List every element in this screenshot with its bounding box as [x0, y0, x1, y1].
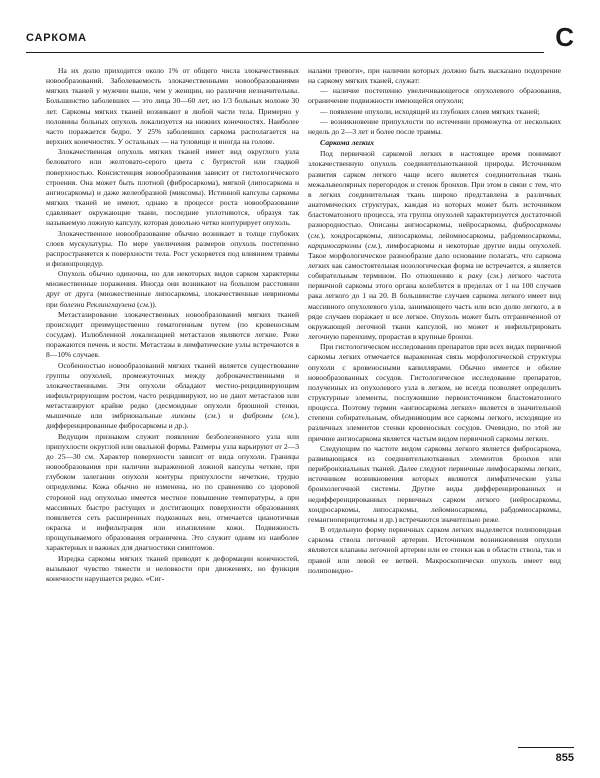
see-reference: см.	[139, 299, 150, 309]
cross-reference[interactable]: липомы	[171, 411, 196, 421]
see-reference: см.	[489, 271, 500, 281]
text-span: (	[482, 271, 490, 281]
bullet-item: — возникновение припухлости по истечении промежутка от нескольких недель до 2—3 лет и более после травмы.	[308, 116, 561, 136]
section-letter: С	[555, 22, 574, 52]
paragraph: На их долю приходится около 1% от общего числа злокачественных новообразований. Заболеваемость злокачественными новообразованиями мягких тканей у мужчин выше, чем у женщин, но различия незначительны. Большинство заболевших — это лица 30—60 лет, но 1/3 больных моложе 30 лет. Саркомы мягких тканей возникают в любой части тела. Примерно у половины больных опухоль локализуется на нижних конечностях. Наиболее часто поражается бедро. У 25% заболевших саркома располагается на верхних конечностях. У остальных — на туловище и иногда на голове.	[46, 66, 299, 147]
paragraph: Метастазирование злокачественных новообразований мягких тканей происходит преимущественно гематогенным путем (по кровеносным сосудам). Излюбленной локализацией метастазов являются легкие. Реже поражаются печень и кости. Метастазы в лимфатические узлы встречаются в 8—10% случаев.	[46, 309, 299, 360]
paragraph: налами тревоги», при наличии которых должно быть высказано подозрение на саркому мягких тканей, служат:	[308, 66, 561, 86]
text-span: (	[135, 299, 140, 309]
paragraph: Следующим по частоте видом саркомы легкого является фибросаркома, развивающаяся из соединительнотканных элементов бронхов или перибронхиальных тканей. Далее следуют первичные лимфосаркомы легких, источником возникновения которых являются лимфатические узлы бронхолегочной системы. Другие виды дифференцированных и недифференцированных первичных сарком легкого (нейросаркомы, хондросаркомы, липосаркомы, лейомиосаркомы, рабдомиосаркомы, гемангиоперицитомы и др.) встречаются значительно реже.	[308, 443, 561, 524]
paragraph: Ведущим признаком служит появление безболезненного узла или припухлости округлой или овальной формы. Размеры узла варьируют от 2—3 до 25—30 см. Характер поверхности зависит от вида опухоли. Границы новообразования при наличии выраженной ложной капсулы четкие, при глубоком залегании опухоли контуры припухлости нечеткие, трудно определимы. Кожа обычно не изменена, но по сравнению со здоровой стороной над опухолью имеется местное повышение температуры, а при массивных быстро растущих и достигающих поверхности образованиях появляется сеть расширенных подкожных вен, отмечается цианотичная окраска и инфильтрация или изъязвление кожи. Подвижность прощупываемого образования ограничена. Это служит одним из наиболее характерных и важных для диагностики симптомов.	[46, 431, 299, 553]
running-head-title: САРКОМА	[26, 32, 87, 44]
text-span: (	[308, 230, 311, 240]
paragraph: При гистологическом исследовании препаратов при всех видах первичной саркомы легких отмечается выраженная связь морфологической структуры опухоли с кровеносными капиллярами. Обычно имеется и обилие новообразованных сосудов. Гистологическое исследование препаратов, полученных из опухолевого узла в легком, не всегда позволяет определить структурные элементы, послужившие первоисточником бластоматозного процесса. Поэтому термин «ангиосаркома легких» является в значительной степени собирательным, объединяющим все саркомы легкого, исходящие из различных элементов стенки кровеносных сосудов. Очевидно, по этой же причине ангиосаркома является частым видом первичной саркомы легких.	[308, 342, 561, 443]
text-span: Особенностью новообразований мягких тканей является существование группы опухолей, промежуточных между доброкачественными и злокачественными. Эти опухоли обладают местно-рецидивирующим инфильтрирующим ростом, часто рецидивируют, но не дают метастазов или метастазируют крайне редко (десмоидные опухоли брюшной стенки, мышечные или эмбриональные	[46, 360, 299, 421]
cross-reference[interactable]: фибросаркомы	[513, 220, 561, 230]
page-header	[26, 22, 574, 52]
text-span: )).	[149, 299, 157, 309]
text-span: Под первичной саркомой легких в настоящее время понимают злокачественную опухоль соединительнотканной природы. Источником развития сарком легкого чаще всего является соединительная ткань межальвеолярных перегородок и стенок бронхов. При этом в связи с тем, что в легких соединительная ткань широко представлена в различных анатомических структурах, каждая из которых может быть источником бластоматозного процесса, эта группа опухолей характеризуется достаточной разнородностью. Описаны ангиосаркомы, нейросаркомы,	[308, 149, 561, 230]
paragraph	[46, 269, 299, 310]
bullet-item: — появление опухоли, исходящей из глубоких слоев мягких тканей;	[320, 106, 540, 116]
right-column	[308, 66, 561, 746]
bullet-item: — наличие постепенно увеличивающегося опухолевого образования, ограничение подвижности имеющейся опухоли;	[308, 86, 561, 106]
section-heading: Саркома легких	[320, 138, 375, 148]
paragraph	[46, 361, 299, 432]
see-reference: см.	[207, 411, 218, 421]
see-reference: см.	[310, 230, 321, 240]
see-reference: см.	[284, 411, 295, 421]
page-number: 855	[555, 752, 574, 764]
see-reference: см.	[367, 240, 378, 250]
text-span: (	[361, 240, 368, 250]
text-span: ), дифференцированные фибросаркомы и др.).	[46, 411, 299, 431]
footer-rule	[518, 747, 574, 748]
text-span: ), хондросаркомы, липосаркомы, лейомиосаркомы, рабдомиосаркомы,	[320, 230, 561, 240]
paragraph: Злокачественная опухоль мягких тканей имеет вид округлого узла беловатого или желтовато-серого цвета с бугристой или гладкой поверхностью. Консистенция новообразования зависит от гистологического строения. Она может быть плотной (фибросаркома), мягкой (липосаркома и ангиосаркомы) и даже желеобразной (миксомы). Истинной капсулы саркомы мягких тканей не имеют, однако в процессе роста новообразование сдавливает окружающие ткани, последние уплотняются, образуя так называемую ложную капсулу, которая довольно четко контурирует опухоль.	[46, 147, 299, 228]
cross-reference[interactable]: карциносаркомы	[308, 240, 362, 250]
paragraph: В отдельную форму первичных сарком легких выделяется полиповидная саркома ствола легочной артерии. Источником возникновения опухоли являются клапаны легочной артерии или ее стенки как в области ствола, так и правой или левой ее ветвей. Макроскопически опухоль имеет вид полиповидно-	[308, 525, 561, 575]
cross-reference[interactable]: болезни Реклингхаузена	[59, 299, 136, 309]
paragraph: Злокачественное новообразование обычно возникает в толще глубоких слоев мускулатуры. По мере увеличения размеров опухоль постепенно распространяется к поверхности тела. Рост ускоряется под влиянием травмы и физиопроцедур.	[46, 228, 299, 268]
text-span: ) и	[217, 411, 243, 421]
cross-reference[interactable]: раку	[467, 271, 483, 281]
paragraph	[308, 149, 561, 342]
text-span: (	[272, 411, 285, 421]
header-rule	[26, 52, 544, 53]
text-span: (	[195, 411, 208, 421]
text-span: ), лимфосаркомы и некоторые другие виды опухолей. Такое морфологическое разнообразие дало основание полагать, что саркома легких как самостоятельная нозологическая форма не встречается, а является собирательным термином. По отношению к	[308, 240, 561, 281]
paragraph: Изредка саркомы мягких тканей приводят к деформации конечностей, вызывают чувство тяжести и неловкости при движениях, но функция конечности нарушается редко. «Сиг-	[46, 553, 299, 583]
text-span: ) легкого частота первичной саркомы этого органа колеблется в пределах от 1 на 100 случаев рака легкого до 1 на 20. В большинстве случаев саркома легкого имеет вид массивного опухолевого узла, занимающего часть или всю долю легкого, а в ряде случаев поражает и все легкое. Опухоль может быть отграниченной от окружающей легочной ткани капсулой, но может и инфильтрировать легочную паренхиму, прорастая в крупные бронхи.	[308, 271, 561, 342]
text-span: Опухоль обычно одиночна, но для некоторых видов сарком характерны множественные поражения. Иногда они возникают на большом расстоянии друг от друга (множественные липосаркомы, злокачественные невриномы при	[46, 269, 299, 309]
left-column	[46, 66, 299, 746]
cross-reference[interactable]: фибромы	[242, 411, 273, 421]
